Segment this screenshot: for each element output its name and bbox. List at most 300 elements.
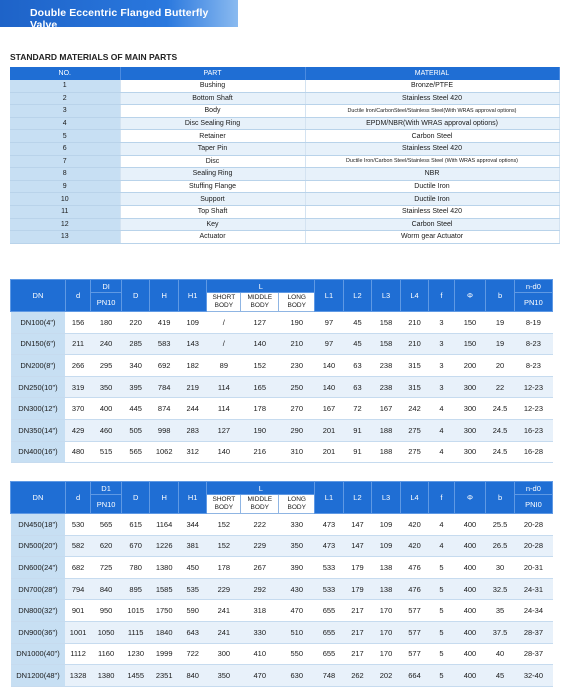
header-short-body: SHORT BODY xyxy=(207,495,241,514)
table-cell: / xyxy=(207,312,241,334)
header-long-body: LONG BODY xyxy=(279,293,315,312)
table-row xyxy=(11,333,553,355)
table-cell: 3 xyxy=(429,376,454,398)
table-cell: 390 xyxy=(279,557,315,579)
cell-dn: DN100(4") xyxy=(11,312,66,334)
table-cell: 25.5 xyxy=(486,514,515,536)
table-row xyxy=(11,557,553,579)
header-pn10-2: PNI0 xyxy=(514,495,552,514)
header-nd0: n-d0 xyxy=(514,482,552,495)
table-cell: 1164 xyxy=(150,514,179,536)
header-L1: L1 xyxy=(315,482,344,514)
table-cell: 97 xyxy=(315,312,344,334)
table-cell: 188 xyxy=(372,441,401,463)
materials-row xyxy=(10,92,559,105)
cell-material: Ductile Iron xyxy=(305,193,559,206)
table-cell: 1160 xyxy=(91,643,122,665)
table-cell: 1001 xyxy=(65,621,90,643)
table-cell: 630 xyxy=(279,665,315,687)
table-cell: 318 xyxy=(241,600,279,622)
table-cell: 4 xyxy=(429,514,454,536)
table-cell: 188 xyxy=(372,419,401,441)
cell-dn: DN450(18") xyxy=(11,514,66,536)
table-cell: 109 xyxy=(178,312,207,334)
cell-part: Stuffing Flange xyxy=(120,180,305,193)
cell-part: Disc Sealing Ring xyxy=(120,117,305,130)
table-cell: 19 xyxy=(486,333,515,355)
table-cell: 275 xyxy=(400,441,429,463)
table-cell: 240 xyxy=(91,333,122,355)
table-cell: 473 xyxy=(315,514,344,536)
cell-material: Carbon Steel xyxy=(305,130,559,143)
table-cell: 315 xyxy=(400,376,429,398)
header-pn10-2: PN10 xyxy=(514,293,552,312)
header-d: d xyxy=(65,280,90,312)
table-cell: 400 xyxy=(454,578,486,600)
table-cell: 1062 xyxy=(150,441,179,463)
cell-material: Worm gear Actuator xyxy=(305,231,559,244)
cell-part: Bottom Shaft xyxy=(120,92,305,105)
header-f: f xyxy=(429,482,454,514)
table-cell: 167 xyxy=(315,398,344,420)
materials-table xyxy=(10,67,560,244)
table-cell: 550 xyxy=(279,643,315,665)
table-cell: 114 xyxy=(207,398,241,420)
table-cell: 180 xyxy=(91,312,122,334)
table-cell: 295 xyxy=(91,355,122,377)
table-cell: 12-23 xyxy=(514,398,552,420)
table-cell: 20-28 xyxy=(514,535,552,557)
table-cell: 577 xyxy=(400,643,429,665)
table-cell: 12-23 xyxy=(514,376,552,398)
table-cell: 30 xyxy=(486,557,515,579)
table-cell: 238 xyxy=(372,355,401,377)
table-cell: 4 xyxy=(429,419,454,441)
cell-part: Sealing Ring xyxy=(120,168,305,181)
table-cell: 283 xyxy=(178,419,207,441)
materials-row xyxy=(10,80,559,92)
table-cell: 292 xyxy=(241,578,279,600)
table-cell: 5 xyxy=(429,621,454,643)
table-cell: 24.5 xyxy=(486,419,515,441)
cell-no: 2 xyxy=(10,92,120,105)
header-long-body: LONG BODY xyxy=(279,495,315,514)
header-H: H xyxy=(150,482,179,514)
table-cell: 147 xyxy=(343,514,372,536)
cell-dn: DN250(10") xyxy=(11,376,66,398)
table-cell: 381 xyxy=(178,535,207,557)
cell-material: Stainless Steel 420 xyxy=(305,205,559,218)
table-cell: 285 xyxy=(121,333,150,355)
table-cell: 4 xyxy=(429,441,454,463)
table-cell: 152 xyxy=(241,355,279,377)
table-cell: 410 xyxy=(241,643,279,665)
table-cell: 315 xyxy=(400,355,429,377)
table-cell: 400 xyxy=(454,557,486,579)
table-cell: 565 xyxy=(121,441,150,463)
table-cell: 127 xyxy=(207,419,241,441)
table-row xyxy=(11,600,553,622)
table-cell: 179 xyxy=(343,578,372,600)
table-cell: 167 xyxy=(372,398,401,420)
table-cell: 140 xyxy=(315,376,344,398)
table-cell: 400 xyxy=(454,665,486,687)
materials-title: STANDARD MATERIALS OF MAIN PARTS xyxy=(10,52,178,62)
cell-part: Disc xyxy=(120,155,305,168)
table-cell: 5 xyxy=(429,557,454,579)
table-cell: 725 xyxy=(91,557,122,579)
cell-material: Ductile Iron/Carbon Steel/Stainless Steel (With WRAS approval options) xyxy=(305,155,559,168)
header-b: b xyxy=(486,482,515,514)
table-cell: 565 xyxy=(91,514,122,536)
cell-no: 10 xyxy=(10,193,120,206)
table-row xyxy=(11,376,553,398)
cell-part: Top Shaft xyxy=(120,205,305,218)
table-cell: 901 xyxy=(65,600,90,622)
header-b: b xyxy=(486,280,515,312)
table-cell: 24-31 xyxy=(514,578,552,600)
table-cell: 63 xyxy=(343,355,372,377)
table-cell: 190 xyxy=(279,312,315,334)
header-dn: DN xyxy=(11,482,66,514)
table-cell: 140 xyxy=(207,441,241,463)
table-cell: 5 xyxy=(429,578,454,600)
table-cell: 430 xyxy=(279,578,315,600)
table-cell: 470 xyxy=(241,665,279,687)
table-cell: 319 xyxy=(65,376,90,398)
materials-row xyxy=(10,117,559,130)
table-cell: 1015 xyxy=(121,600,150,622)
table-cell: 476 xyxy=(400,578,429,600)
table-cell: 241 xyxy=(207,600,241,622)
table-cell: 515 xyxy=(91,441,122,463)
cell-dn: DN1200(48") xyxy=(11,665,66,687)
table-cell: 429 xyxy=(65,419,90,441)
table-cell: 275 xyxy=(400,419,429,441)
table-cell: 219 xyxy=(178,376,207,398)
table-cell: 473 xyxy=(315,535,344,557)
table-cell: 270 xyxy=(279,398,315,420)
table-cell: 4 xyxy=(429,398,454,420)
table-cell: 24.5 xyxy=(486,398,515,420)
table-cell: 190 xyxy=(241,419,279,441)
cell-no: 4 xyxy=(10,117,120,130)
cell-no: 12 xyxy=(10,218,120,231)
header-part: PART xyxy=(120,67,305,80)
header-material: MATERIAL xyxy=(305,67,559,80)
table-cell: 1585 xyxy=(150,578,179,600)
table-cell: 722 xyxy=(178,643,207,665)
table-cell: 222 xyxy=(241,514,279,536)
table-cell: 158 xyxy=(372,312,401,334)
table-cell: 45 xyxy=(486,665,515,687)
table-cell: 217 xyxy=(343,600,372,622)
table-cell: 400 xyxy=(454,600,486,622)
table-cell: 210 xyxy=(279,333,315,355)
table-cell: 1328 xyxy=(65,665,90,687)
table-cell: 400 xyxy=(454,621,486,643)
table-cell: 8-23 xyxy=(514,355,552,377)
table-row xyxy=(11,398,553,420)
table-cell: 505 xyxy=(121,419,150,441)
cell-material: Stainless Steel 420 xyxy=(305,142,559,155)
table-cell: 201 xyxy=(315,419,344,441)
table-cell: 950 xyxy=(91,600,122,622)
table-cell: 170 xyxy=(372,643,401,665)
table-row xyxy=(11,312,553,334)
table-cell: 643 xyxy=(178,621,207,643)
table-cell: 577 xyxy=(400,621,429,643)
table-cell: 330 xyxy=(279,514,315,536)
table-cell: 400 xyxy=(454,643,486,665)
table-cell: 150 xyxy=(454,333,486,355)
table-cell: 152 xyxy=(207,514,241,536)
table-cell: 1999 xyxy=(150,643,179,665)
table-cell: 24.5 xyxy=(486,441,515,463)
cell-dn: DN300(12") xyxy=(11,398,66,420)
table-cell: 655 xyxy=(315,643,344,665)
table-cell: 1230 xyxy=(121,643,150,665)
cell-dn: DN200(8") xyxy=(11,355,66,377)
table-cell: 533 xyxy=(315,578,344,600)
table-cell: 32.5 xyxy=(486,578,515,600)
table-row xyxy=(11,665,553,687)
table-cell: 670 xyxy=(121,535,150,557)
cell-material: EPDM/NBR(With WRAS approval options) xyxy=(305,117,559,130)
table-cell: 1380 xyxy=(91,665,122,687)
table-cell: 1455 xyxy=(121,665,150,687)
table-cell: 217 xyxy=(343,643,372,665)
table-cell: 201 xyxy=(315,441,344,463)
table-cell: 577 xyxy=(400,600,429,622)
header-H1: H1 xyxy=(178,482,207,514)
table-row xyxy=(11,355,553,377)
materials-row xyxy=(10,231,559,244)
table-cell: 26.5 xyxy=(486,535,515,557)
table-cell: 16-28 xyxy=(514,441,552,463)
cell-no: 13 xyxy=(10,231,120,244)
table-cell: 590 xyxy=(178,600,207,622)
table-cell: 330 xyxy=(241,621,279,643)
cell-no: 1 xyxy=(10,80,120,92)
header-pn10: PN10 xyxy=(91,495,122,514)
table-cell: 138 xyxy=(372,557,401,579)
table-cell: 156 xyxy=(65,312,90,334)
cell-material: Carbon Steel xyxy=(305,218,559,231)
table-cell: 35 xyxy=(486,600,515,622)
table-cell: 152 xyxy=(207,535,241,557)
table-cell: 615 xyxy=(121,514,150,536)
materials-header-row xyxy=(10,67,559,80)
table-cell: 300 xyxy=(454,376,486,398)
table-cell: 300 xyxy=(454,419,486,441)
table-cell: 3 xyxy=(429,333,454,355)
cell-no: 3 xyxy=(10,105,120,118)
cell-part: Retainer xyxy=(120,130,305,143)
table-cell: 874 xyxy=(150,398,179,420)
header-L4: L4 xyxy=(400,280,429,312)
table-cell: 780 xyxy=(121,557,150,579)
table-cell: 109 xyxy=(372,535,401,557)
table-cell: 400 xyxy=(91,398,122,420)
table-cell: 216 xyxy=(241,441,279,463)
table-cell: 45 xyxy=(343,333,372,355)
table-cell: 460 xyxy=(91,419,122,441)
cell-part: Taper Pin xyxy=(120,142,305,155)
table-cell: 267 xyxy=(241,557,279,579)
table-cell: 22 xyxy=(486,376,515,398)
table-cell: 250 xyxy=(279,376,315,398)
cell-no: 9 xyxy=(10,180,120,193)
table-cell: 165 xyxy=(241,376,279,398)
table-cell: 37.5 xyxy=(486,621,515,643)
table-cell: 210 xyxy=(400,312,429,334)
header-D: D xyxy=(121,482,150,514)
table-cell: 682 xyxy=(65,557,90,579)
table-cell: 140 xyxy=(315,355,344,377)
table-cell: 158 xyxy=(372,333,401,355)
table-row xyxy=(11,621,553,643)
table-cell: 3 xyxy=(429,355,454,377)
cell-dn: DN1000(40") xyxy=(11,643,66,665)
table-cell: 20-31 xyxy=(514,557,552,579)
header-d: d xyxy=(65,482,90,514)
header-middle-body: MIDDLE BODY xyxy=(241,293,279,312)
header-L2: L2 xyxy=(343,482,372,514)
table-cell: 138 xyxy=(372,578,401,600)
cell-dn: DN500(20") xyxy=(11,535,66,557)
table-cell: 45 xyxy=(343,312,372,334)
table-cell: 895 xyxy=(121,578,150,600)
table-cell: 535 xyxy=(178,578,207,600)
table-cell: 533 xyxy=(315,557,344,579)
table-cell: 300 xyxy=(207,643,241,665)
header-L3: L3 xyxy=(372,280,401,312)
table-cell: 300 xyxy=(454,441,486,463)
cell-part: Key xyxy=(120,218,305,231)
table-cell: 238 xyxy=(372,376,401,398)
table-cell: 655 xyxy=(315,600,344,622)
materials-row xyxy=(10,130,559,143)
table-cell: 692 xyxy=(150,355,179,377)
table-cell: 784 xyxy=(150,376,179,398)
table-cell: 28-37 xyxy=(514,621,552,643)
materials-row xyxy=(10,155,559,168)
cell-material: Bronze/PTFE xyxy=(305,80,559,92)
table-cell: 794 xyxy=(65,578,90,600)
table-cell: / xyxy=(207,333,241,355)
dimension-table-1 xyxy=(10,279,553,463)
table-cell: 262 xyxy=(343,665,372,687)
table-row xyxy=(11,578,553,600)
cell-material: NBR xyxy=(305,168,559,181)
cell-no: 11 xyxy=(10,205,120,218)
table-cell: 210 xyxy=(400,333,429,355)
table-cell: 1840 xyxy=(150,621,179,643)
table-cell: 840 xyxy=(91,578,122,600)
table-cell: 350 xyxy=(207,665,241,687)
table-cell: 147 xyxy=(343,535,372,557)
table-cell: 19 xyxy=(486,312,515,334)
cell-dn: DN400(16") xyxy=(11,441,66,463)
table-cell: 229 xyxy=(241,535,279,557)
materials-row xyxy=(10,193,559,206)
table-cell: 583 xyxy=(150,333,179,355)
header-L1: L1 xyxy=(315,280,344,312)
table-cell: 1115 xyxy=(121,621,150,643)
cell-dn: DN600(24") xyxy=(11,557,66,579)
header-H1: H1 xyxy=(178,280,207,312)
table-cell: 91 xyxy=(343,419,372,441)
table-cell: 63 xyxy=(343,376,372,398)
table-cell: 24-34 xyxy=(514,600,552,622)
dimension-table-2 xyxy=(10,481,553,687)
table-cell: 450 xyxy=(178,557,207,579)
table-cell: 266 xyxy=(65,355,90,377)
header-phi: Φ xyxy=(454,280,486,312)
table-cell: 5 xyxy=(429,600,454,622)
table-cell: 244 xyxy=(178,398,207,420)
table-cell: 220 xyxy=(121,312,150,334)
cell-no: 5 xyxy=(10,130,120,143)
table-cell: 350 xyxy=(279,535,315,557)
table-cell: 840 xyxy=(178,665,207,687)
table-cell: 170 xyxy=(372,600,401,622)
table-cell: 242 xyxy=(400,398,429,420)
materials-row xyxy=(10,218,559,231)
table-cell: 72 xyxy=(343,398,372,420)
table-cell: 8-23 xyxy=(514,333,552,355)
table-cell: 510 xyxy=(279,621,315,643)
table-cell: 664 xyxy=(400,665,429,687)
table-cell: 230 xyxy=(279,355,315,377)
cell-dn: DN800(32") xyxy=(11,600,66,622)
page-title: Double Eccentric Flanged Butterfly Valve xyxy=(30,7,209,31)
header-pn10: PN10 xyxy=(91,293,122,312)
header-L3: L3 xyxy=(372,482,401,514)
table-cell: 370 xyxy=(65,398,90,420)
materials-row xyxy=(10,105,559,118)
table-cell: 300 xyxy=(454,398,486,420)
header-no: NO. xyxy=(10,67,120,80)
cell-part: Bushing xyxy=(120,80,305,92)
table-row xyxy=(11,535,553,557)
table-cell: 1050 xyxy=(91,621,122,643)
table-cell: 91 xyxy=(343,441,372,463)
table-cell: 211 xyxy=(65,333,90,355)
table-cell: 229 xyxy=(207,578,241,600)
table-cell: 582 xyxy=(65,535,90,557)
cell-part: Support xyxy=(120,193,305,206)
table-cell: 200 xyxy=(454,355,486,377)
table-cell: 350 xyxy=(91,376,122,398)
cell-dn: DN900(36") xyxy=(11,621,66,643)
table-cell: 97 xyxy=(315,333,344,355)
table-cell: 748 xyxy=(315,665,344,687)
header-nd0: n-d0 xyxy=(514,280,552,293)
table-cell: 400 xyxy=(454,514,486,536)
cell-no: 7 xyxy=(10,155,120,168)
header-f: f xyxy=(429,280,454,312)
table-cell: 1380 xyxy=(150,557,179,579)
table-cell: 998 xyxy=(150,419,179,441)
header-D: D xyxy=(121,280,150,312)
table-cell: 2351 xyxy=(150,665,179,687)
table-cell: 400 xyxy=(454,535,486,557)
materials-row xyxy=(10,168,559,181)
table-cell: 179 xyxy=(343,557,372,579)
materials-row xyxy=(10,180,559,193)
